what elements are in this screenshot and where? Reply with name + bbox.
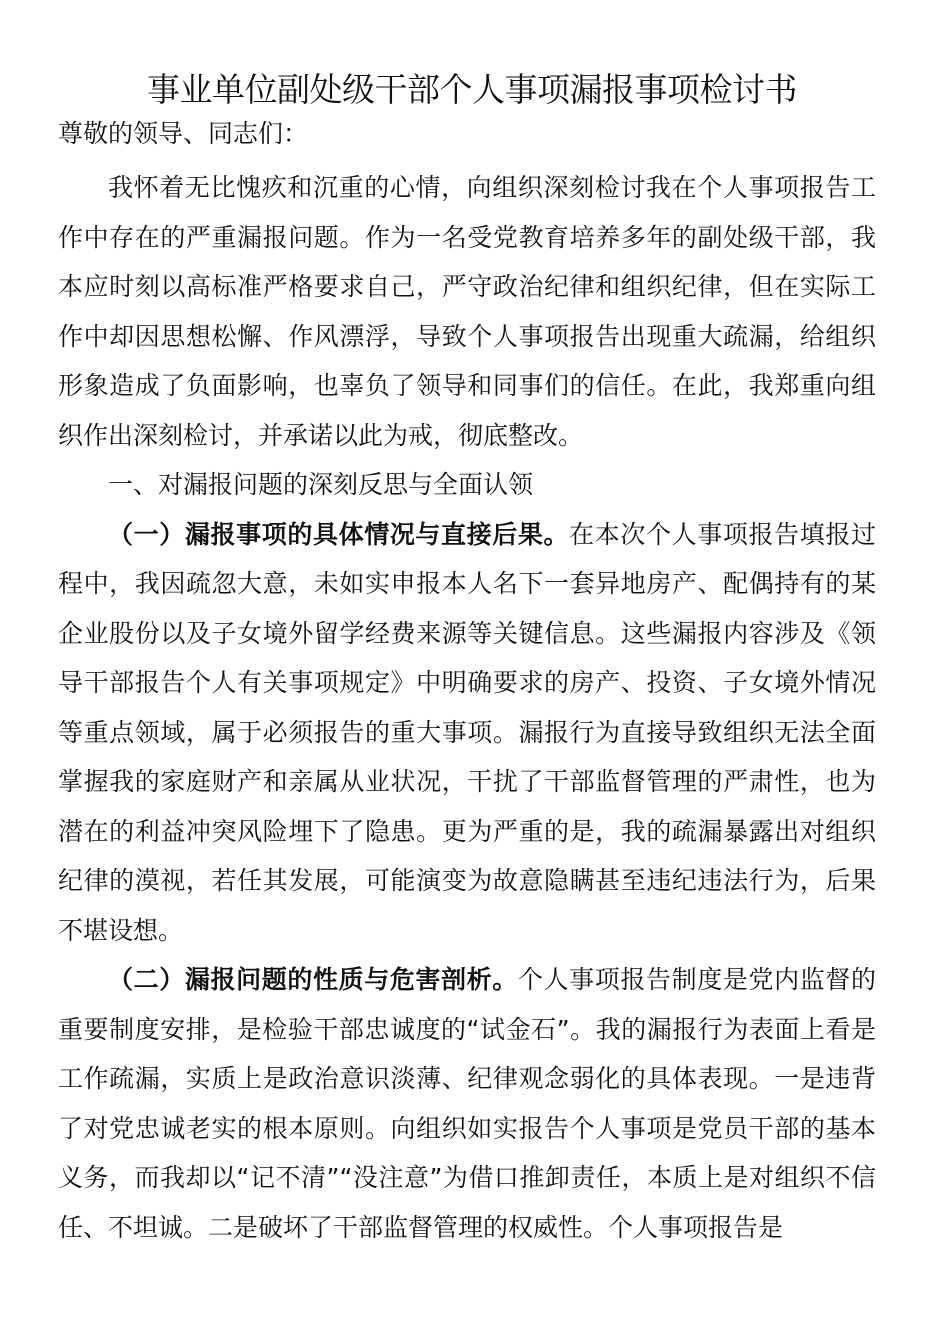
salutation: 尊敬的领导、同志们：: [58, 119, 309, 148]
subsection-2-body: 个人事项报告制度是党内监督的重要制度安排，是检验干部忠诚度的“试金石”。我的漏报行为表面上看是工作疏漏，实质上是政治意识淡薄、纪律观念弱化的具体表现。一是违背了对党忠诚老实的根本原则。向组织如实报告个人事项是党员干部的基本义务，而我却以“记不清”“没注意”为借口推卸责任，本质上是对组织不信任、不坦诚。二是破坏了干部监督管理的权威性。个人事项报告是: [58, 965, 876, 1242]
document-title: 事业单位副处级干部个人事项漏报事项检讨书: [147, 70, 797, 109]
intro-paragraph: 我怀着无比愧疚和沉重的心情，向组织深刻检讨我在个人事项报告工作中存在的严重漏报问题。作为一名受党教育培养多年的副处级干部，我本应时刻以高标准严格要求自己，严守政治纪律和组织纪律，但在实际工作中却因思想松懈、作风漂浮，导致个人事项报告出现重大疏漏，给组织形象造成了负面影响，也辜负了领导和同事们的信任。在此，我郑重向组织作出深刻检讨，并承诺以此为戒，彻底整改。: [58, 173, 876, 450]
section-1-heading: 一、对漏报问题的深刻反思与全面认领: [108, 470, 534, 499]
subsection-1-body: 在本次个人事项报告填报过程中，我因疏忽大意，未如实申报本人名下一套异地房产、配偶持有的某企业股份以及子女境外留学经费来源等关键信息。这些漏报内容涉及《领导干部报告个人有关事项规定》中明确要求的房产、投资、子女境外情况等重点领域，属于必须报告的重大事项。漏报行为直接导致组织无法全面掌握我的家庭财产和亲属从业状况，干扰了干部监督管理的严肃性，也为潜在的利益冲突风险埋下了隐患。更为严重的是，我的疏漏暴露出对组织纪律的漠视，若任其发展，可能演变为故意隐瞒甚至违纪违法行为，后果不堪设想。: [58, 519, 876, 945]
subsection-1-paragraph: [58, 510, 876, 956]
subsection-2-lead: （二）漏报问题的性质与危害剖析。: [108, 965, 518, 994]
document-page: [58, 68, 876, 1252]
subsection-2-paragraph: [58, 955, 876, 1252]
subsection-1-lead: （一）漏报事项的具体情况与直接后果。: [108, 519, 570, 549]
